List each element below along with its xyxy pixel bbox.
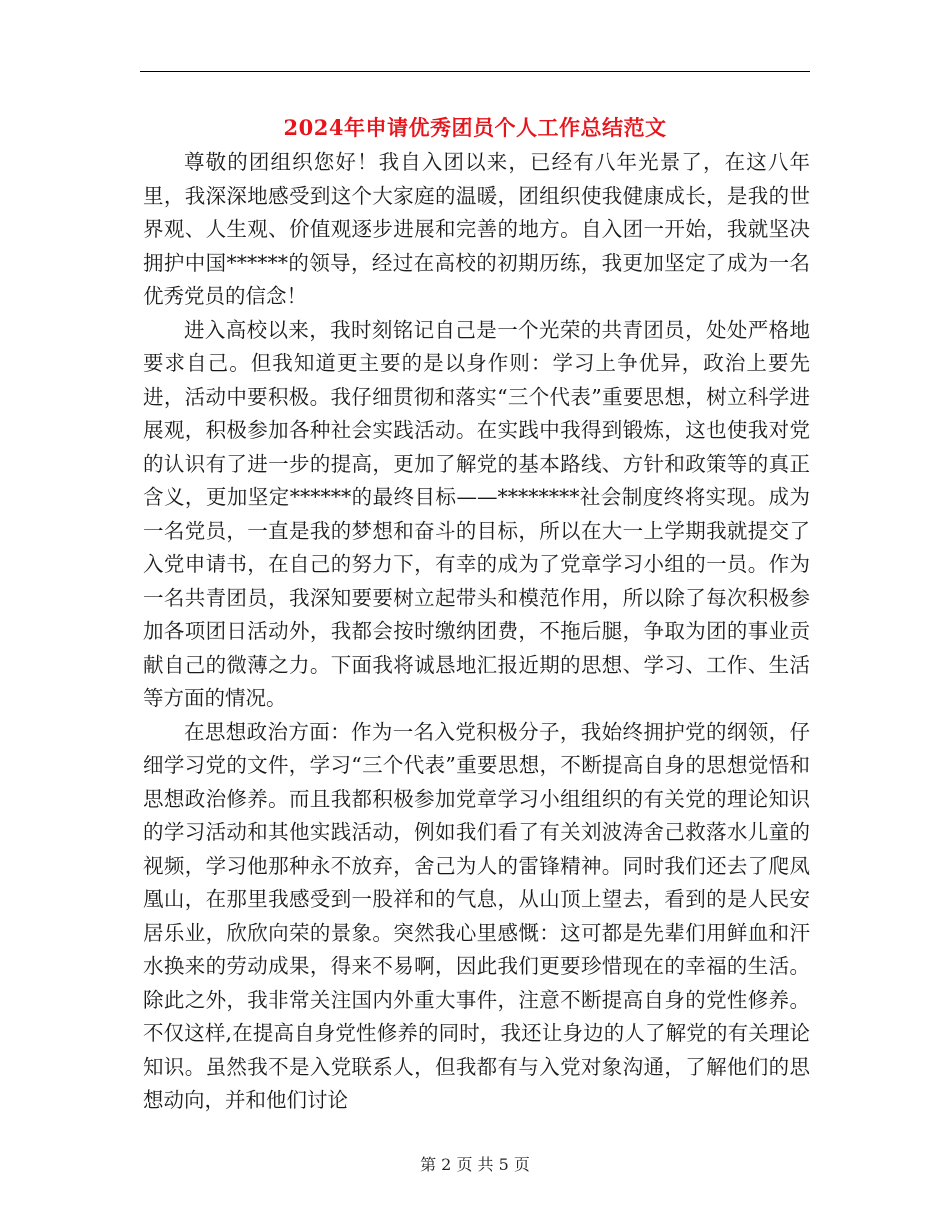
- header-rule: [140, 71, 810, 72]
- paragraph-3: 在思想政治方面：作为一名入党积极分子，我始终拥护党的纲领，仔细学习党的文件，学习“三个代表”重要思想，不断提高自身的思想觉悟和思想政治修养。而且我都积极参加党章学习小组组织的有关党的理论知识的学习活动和其他实践活动，例如我们看了有关刘波涛舍己救落水儿童的视频，学习他那种永不放弃，舍己为人的雷锋精神。同时我们还去了爬凤凰山，在那里我感受到一股祥和的气息，从山顶上望去，看到的是人民安居乐业，欣欣向荣的景象。突然我心里感慨：这可都是先辈们用鲜血和汗水换来的劳动成果，得来不易啊，因此我们更要珍惜现在的幸福的生活。除此之外，我非常关注国内外重大事件，注意不断提高自身的党性修养。不仅这样,在提高自身党性修养的同时，我还让身边的人了解党的有关理论知识。虽然我不是入党联系人，但我都有与入党对象沟通，了解他们的思想动向，并和他们讨论: [143, 719, 810, 1112]
- document-title: 2024年申请优秀团员个人工作总结范文: [283, 115, 667, 140]
- page-number: 第 2 页 共 5 页: [420, 1155, 530, 1174]
- document-body: [143, 146, 810, 1118]
- paragraph-2: 进入高校以来，我时刻铭记自己是一个光荣的共青团员，处处严格地要求自己。但我知道更主要的是以身作则：学习上争优异，政治上要先进，活动中要积极。我仔细贯彻和落实“三个代表”重要思想，树立科学进展观，积极参加各种社会实践活动。在实践中我得到锻炼，这也使我对党的认识有了进一步的提高，更加了解党的基本路线、方针和政策等的真正含义，更加坚定******的最终目标——********社会制度终将实现。成为一名党员，一直是我的梦想和奋斗的目标，所以在大一上学期我就提交了入党申请书，在自己的努力下，有幸的成为了党章学习小组的一员。作为一名共青团员，我深知要要树立起带头和模范作用，所以除了每次积极参加各项团日活动外，我都会按时缴纳团费，不拖后腿，争取为团的事业贡献自己的微薄之力。下面我将诚恳地汇报近期的思想、学习、工作、生活等方面的情况。: [143, 317, 810, 710]
- paragraph-1: 尊敬的团组织您好！我自入团以来，已经有八年光景了，在这八年里，我深深地感受到这个大家庭的温暖，团组织使我健康成长，是我的世界观、人生观、价值观逐步进展和完善的地方。自入团一开始，我就坚决拥护中国******的领导，经过在高校的初期历练，我更加坚定了成为一名优秀党员的信念！: [143, 150, 810, 308]
